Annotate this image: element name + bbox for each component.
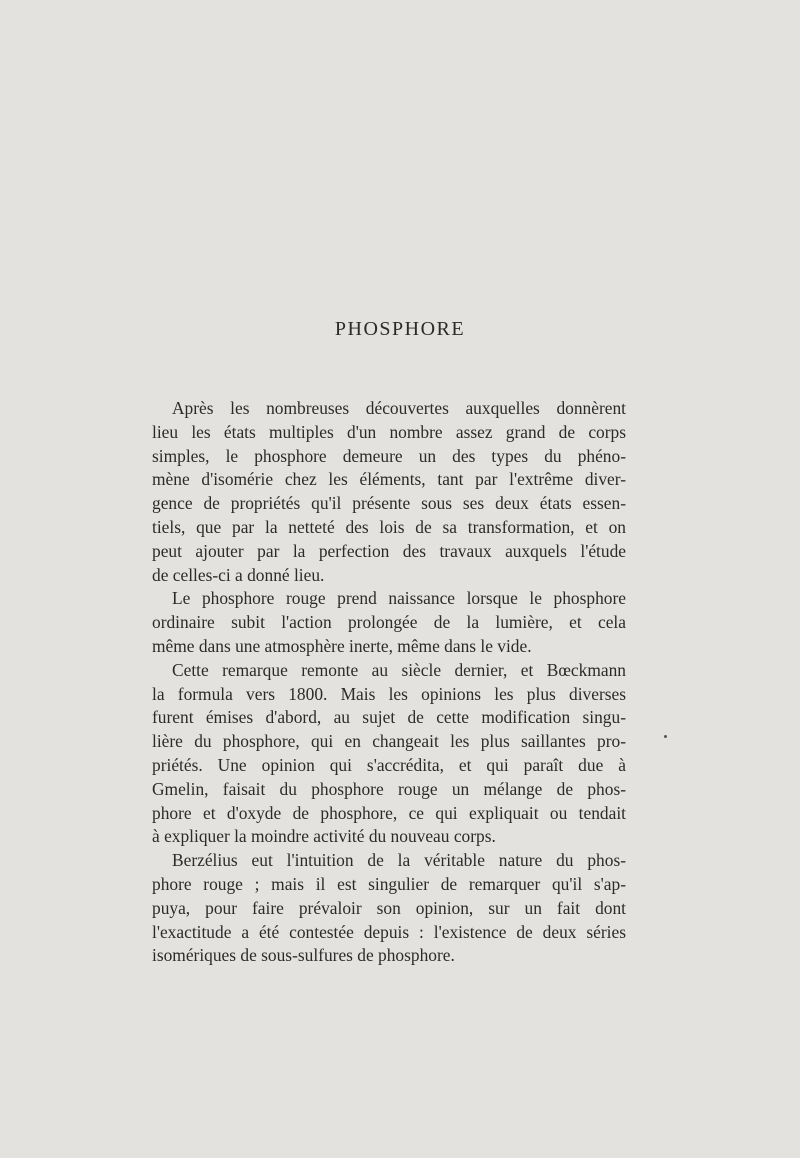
text-line: la formula vers 1800. Mais les opinions les plus diverses (152, 683, 626, 704)
paragraph-1 (152, 397, 626, 587)
text-line: ordinaire subit l'action prolongée de la lumière, et cela (152, 612, 626, 633)
text-line: lière du phosphore, qui en changeait les plus saillantes pro- (152, 731, 626, 752)
text-line: Berzélius eut l'intuition de la véritable nature du phos- (172, 850, 626, 871)
text-line: Après les nombreuses découvertes auxquelles donnèrent (172, 398, 626, 418)
paragraph-3 (152, 659, 626, 849)
text-line: phore et d'oxyde de phosphore, ce qui expliquait ou tendait (152, 802, 626, 823)
paper-speck (664, 735, 667, 738)
text-line: l'exactitude a été contestée depuis : l'existence de deux séries (152, 921, 626, 942)
text-line: peut ajouter par la perfection des travaux auxquels l'étude (152, 540, 626, 561)
text-line: gence de propriétés qu'il présente sous ses deux états essen- (152, 493, 626, 514)
text-line: lieu les états multiples d'un nombre assez grand de corps (152, 421, 626, 442)
text-line: puya, pour faire prévaloir son opinion, sur un fait dont (152, 897, 626, 918)
text-line: à expliquer la moindre activité du nouveau corps. (152, 826, 496, 847)
text-line: simples, le phosphore demeure un des types du phéno- (152, 445, 626, 466)
text-line: tiels, que par la netteté des lois de sa transformation, et on (152, 516, 626, 537)
text-line: Cette remarque remonte au siècle dernier, et Bœckmann (172, 659, 626, 680)
text-line: furent émises d'abord, au sujet de cette modification singu- (152, 707, 626, 728)
body-text (152, 397, 626, 968)
text-line: Le phosphore rouge prend naissance lorsque le phosphore (172, 588, 626, 609)
text-line: isomériques de sous-sulfures de phosphore. (152, 945, 455, 966)
text-line: phore rouge ; mais il est singulier de remarquer qu'il s'ap- (152, 873, 626, 894)
page-title: PHOSPHORE (334, 318, 466, 340)
text-line: priétés. Une opinion qui s'accrédita, et qui paraît due à (152, 754, 626, 775)
paragraph-2 (152, 587, 626, 658)
text-line: de celles-ci a donné lieu. (152, 564, 325, 585)
paragraph-4 (152, 849, 626, 968)
text-line: même dans une atmosphère inerte, même dans le vide. (152, 635, 532, 656)
text-line: Gmelin, faisait du phosphore rouge un mélange de phos- (152, 778, 626, 799)
text-line: mène d'isomérie chez les éléments, tant par l'extrême diver- (152, 469, 626, 490)
